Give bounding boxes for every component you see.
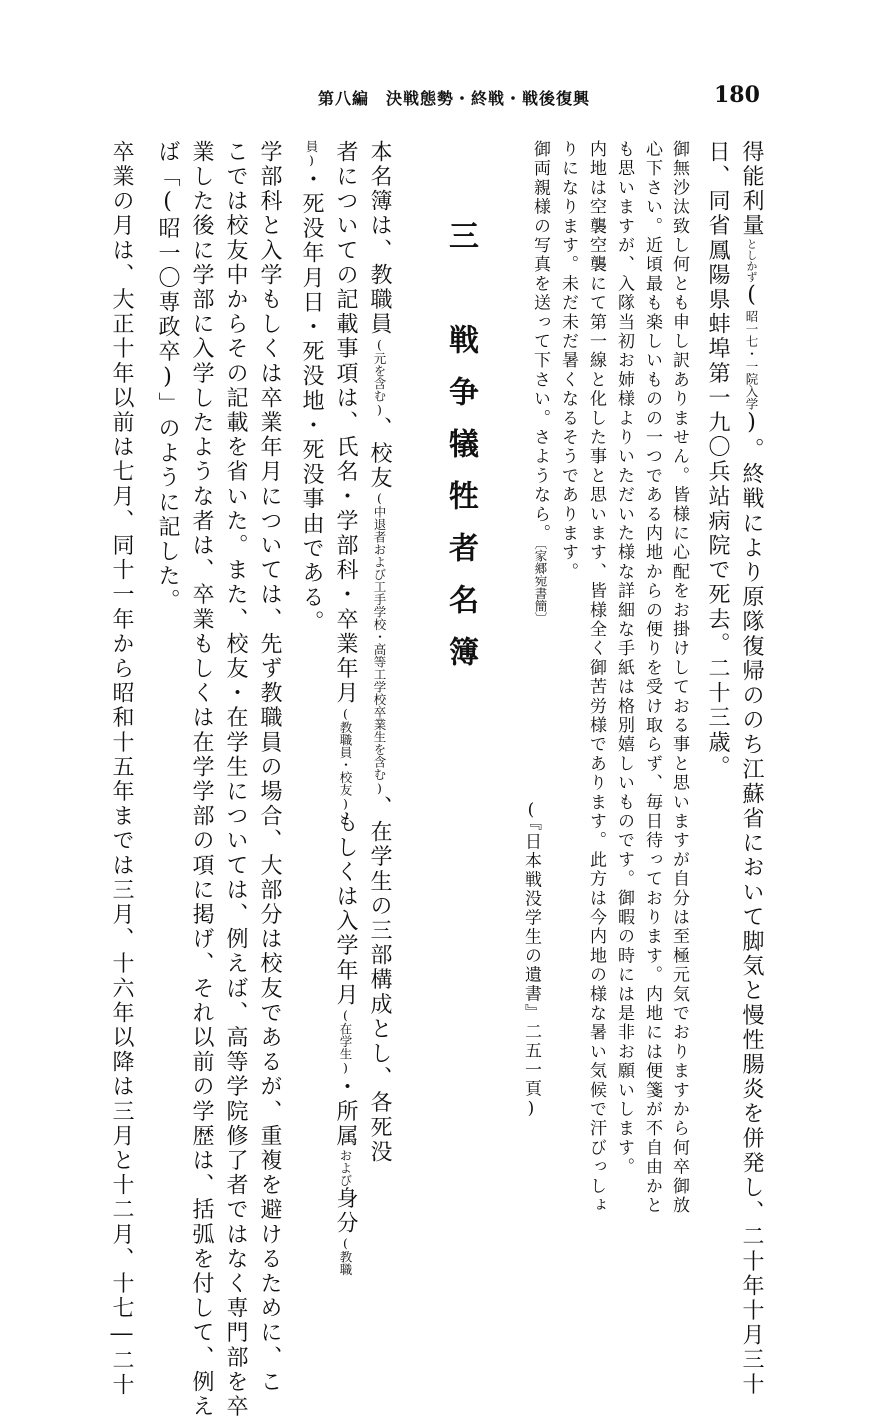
name-reading: としかず <box>745 238 758 283</box>
body-note: (教職 <box>338 1235 353 1276</box>
body-text: 身分 <box>333 1186 358 1236</box>
letter-line-3: も思いますが、入隊当初お姉様よりいただいた様な詳細な手紙は格別嬉しいものです。御暇の時には是非お願いします。 <box>614 140 634 1177</box>
body-text: 本名簿は、教職員 <box>367 140 392 337</box>
body-line-6: 業した後に学部に入学したような者は、卒業もしくは在学学部の項に掲げ、それ以前の学歴は、括弧を付して、例え <box>189 140 214 1419</box>
body-note: (元を含む) <box>372 336 387 417</box>
body-text: ・死没年月日・死没地・死没事由である。 <box>299 167 324 635</box>
letter-line-4: 内地は空襲空襲にて第一線と化した事と思います、皆様全く御苦労様であります。此方は今内地の様な暑い気候で汗びっしょ <box>586 140 606 1216</box>
citation: (『日本戦没学生の遺書』二五一頁) <box>521 800 541 1121</box>
paragraph-text: )。終戦により原隊復帰ののち江蘇省において脚気と慢性腸炎を併発し、二十年十月三十 <box>739 410 764 1398</box>
letter-closing: 御両親様の写真を送って下さい。さようなら。 <box>530 140 550 544</box>
body-line-5: こでは校友中からその記載を省いた。また、校友・在学生については、例えば、高等学院修了者ではなく専門部を卒 <box>223 140 248 1419</box>
section-title: 三 戦争犠牲者名簿 <box>443 220 478 688</box>
body-line-1 <box>367 140 392 1165</box>
body-note: (教職員・校友) <box>338 705 353 811</box>
letter-source: 〔家郷宛書簡〕 <box>533 543 548 625</box>
body-note: (中退者および工手学校・高等工学校卒業生を含む) <box>372 490 387 796</box>
top-paragraph-line-1 <box>739 140 764 1398</box>
letter-line-5: りになります。未だ未だ暑くなるそうであります。 <box>558 140 578 582</box>
enrollment-note: 昭一七・一院入学 <box>744 310 759 411</box>
body-note: および <box>338 1148 353 1187</box>
body-note: (在学生) <box>338 1007 353 1076</box>
body-text: 、在学生の三部構成とし、各死没 <box>367 795 392 1165</box>
running-header: 第八編 決戦態勢・終戦・戦後復興 <box>318 89 591 108</box>
page-number: 180 <box>714 82 760 108</box>
body-line-4: 学部科と入学もしくは卒業年月については、先ず教職員の場合、大部分は校友であるが、重複を避けるために、こ <box>257 140 282 1395</box>
body-line-8: 卒業の月は、大正十年以前は七月、同十一年から昭和十五年までは三月、十六年以降は三月と十二月、十七―二十 <box>109 140 134 1398</box>
body-note: 員) <box>304 140 319 168</box>
body-text: 、校友 <box>367 416 392 491</box>
top-paragraph-line-2: 日、同省鳳陽県蚌埠第一九〇兵站病院で死去。二十三歳。 <box>705 140 730 780</box>
body-text: 者についての記載事項は、氏名・学部科・卒業年月 <box>333 140 358 706</box>
letter-line-1: 御無沙汰致し何とも申し訳ありません。皆様に心配をお掛けしておる事と思いますが自分は至極元気でおりますから何卒御放 <box>669 140 689 1216</box>
paren-open: ( <box>739 282 764 311</box>
body-line-3 <box>300 140 322 1120</box>
body-text: ・所属 <box>333 1075 358 1149</box>
body-text: もしくは入学年月 <box>333 810 358 1008</box>
body-line-2 <box>333 140 358 1276</box>
body-line-7: ば「(昭一〇専政卒)」のように記した。 <box>155 140 180 614</box>
name-text: 得能利量 <box>739 140 764 239</box>
letter-line-2: 心下さい。近頃最も楽しいものの一つである内地からの便りを受け取らず、毎日待っております。内地には便箋が不自由かと <box>642 140 662 1216</box>
